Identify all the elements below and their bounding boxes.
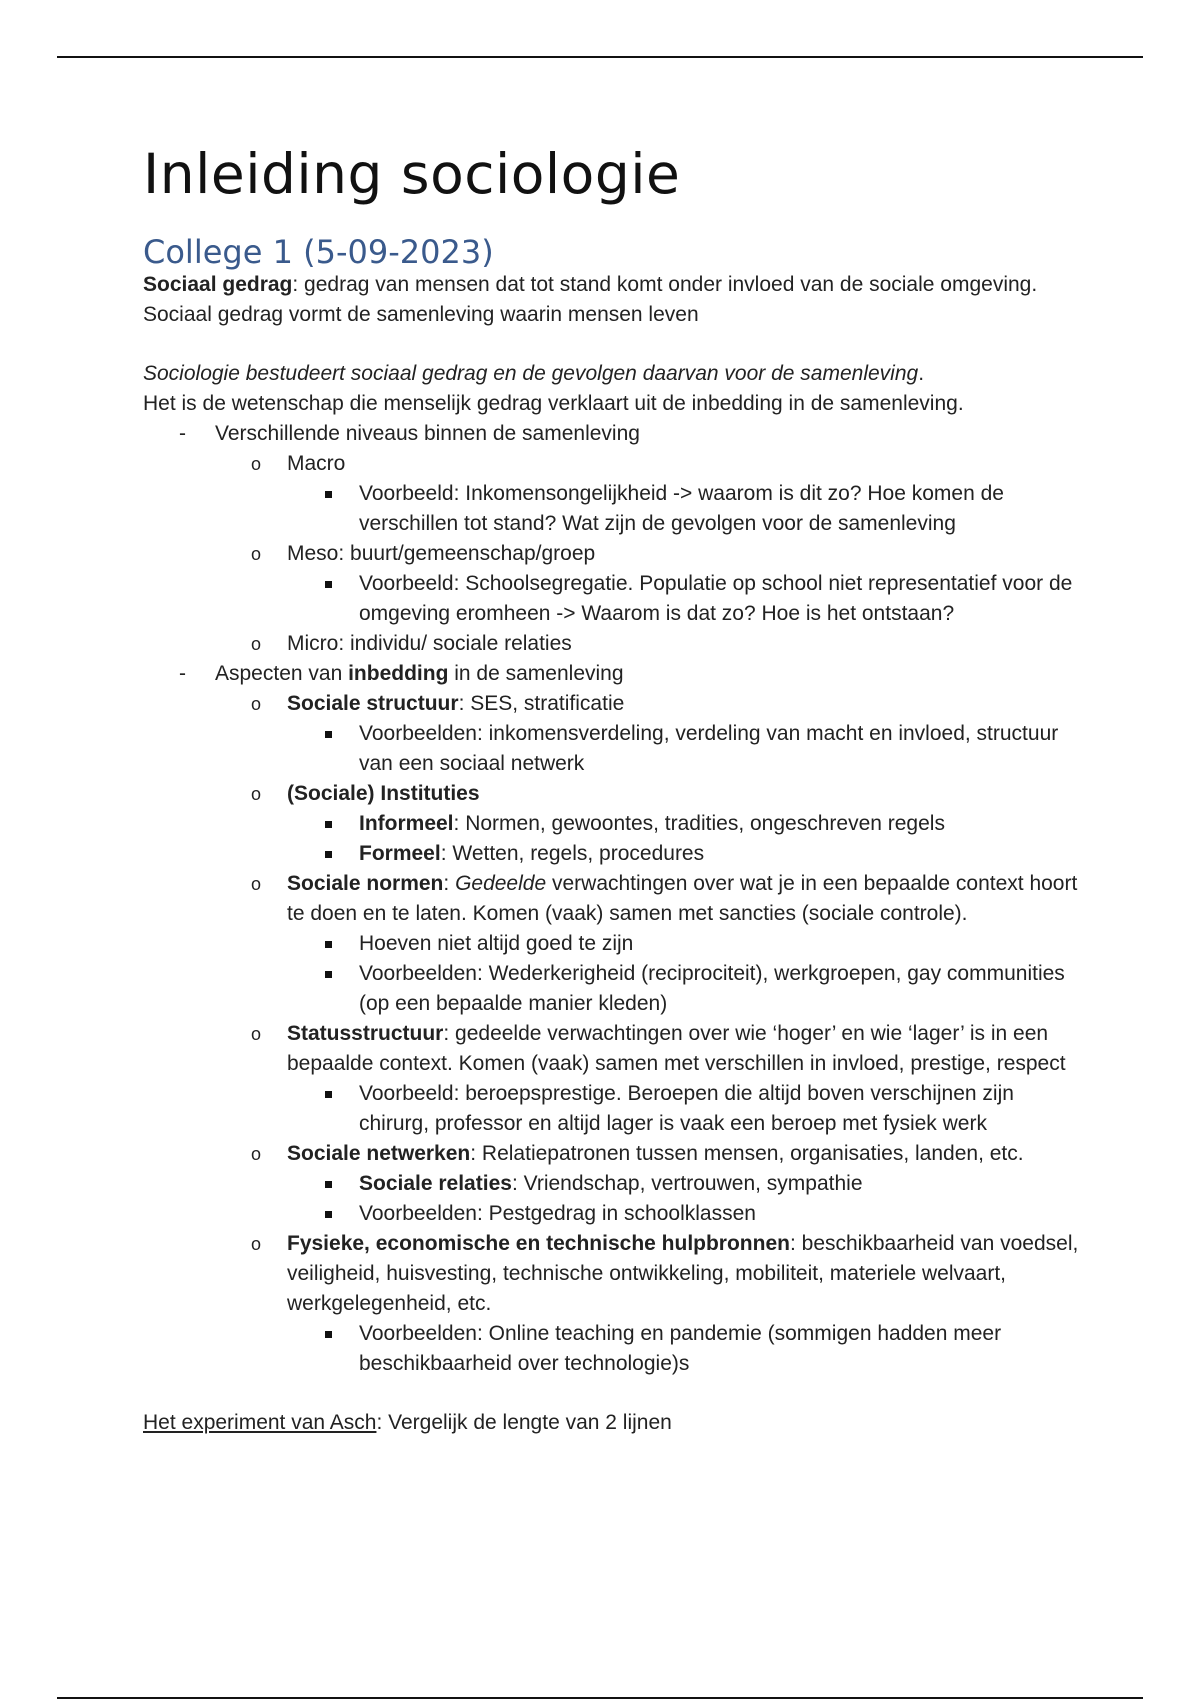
list-item-text: Meso: buurt/gemeenschap/groep <box>287 542 596 565</box>
square-bullet <box>325 1091 332 1098</box>
square-bullet <box>325 491 332 498</box>
list-item-text: Voorbeeld: Schoolsegregatie. Populatie op school niet representatief voor de omgeving eromheen -> Waarom is dat zo? Hoe is het ontstaan? <box>359 572 1073 625</box>
list-item <box>143 479 1083 539</box>
list-item-text: in de samenleving <box>448 662 624 685</box>
statement-paragraph <box>143 359 1083 389</box>
list-item <box>143 959 1083 1019</box>
asch-experiment-link: Het experiment van Asch <box>143 1411 377 1434</box>
circle-bullet: o <box>251 634 262 654</box>
circle-bullet: o <box>251 1024 262 1044</box>
list-item-bold: (Sociale) Instituties <box>287 782 480 805</box>
list-item-bold: Fysieke, economische en technische hulpbronnen <box>287 1232 790 1255</box>
list-item-text: Voorbeeld: beroepsprestige. Beroepen die altijd boven verschijnen zijn chirurg, professor en altijd lager is vaak een beroep met fysiek werk <box>359 1082 1014 1135</box>
square-bullet <box>325 1181 332 1188</box>
list-item-text: : Wetten, regels, procedures <box>440 842 705 865</box>
list-item-bold: Sociale normen <box>287 872 444 895</box>
list-item-text: : SES, stratificatie <box>458 692 625 715</box>
list-item-text: : Vriendschap, vertrouwen, sympathie <box>511 1172 863 1195</box>
list-item-text: : Relatiepatronen tussen mensen, organisaties, landen, etc. <box>470 1142 1024 1165</box>
square-bullet <box>325 731 332 738</box>
list-item <box>143 1079 1083 1139</box>
list-item-bold: Sociale structuur <box>287 692 459 715</box>
list-item <box>143 779 1083 869</box>
list-item-text: Voorbeelden: Wederkerigheid (reciprociteit), werkgroepen, gay communities (op een bepaalde manier kleden) <box>359 962 1065 1015</box>
sub-sub-list <box>287 809 1083 869</box>
list-item-bold: Sociale netwerken <box>287 1142 471 1165</box>
sub-sub-list <box>287 719 1083 779</box>
list-item <box>143 689 1083 779</box>
list-item <box>143 1019 1083 1139</box>
section-heading: College 1 (5-09-2023) <box>143 233 494 271</box>
list-item-bold: inbedding <box>348 662 449 685</box>
intro-definition: : gedrag van mensen dat tot stand komt onder invloed van de sociale omgeving. Sociaal gedrag vormt de samenleving waarin mensen leven <box>143 273 1038 326</box>
square-bullet <box>325 1211 332 1218</box>
list-item <box>143 839 1083 869</box>
sub-sub-list <box>287 1319 1083 1379</box>
circle-bullet: o <box>251 454 262 474</box>
square-bullet <box>325 851 332 858</box>
footer-rule <box>57 1697 1143 1699</box>
list-item-text: : beschikbaarheid van voedsel, veiligheid, huisvesting, technische ontwikkeling, mobiliteit, materiele welvaart, werkgelegenheid, etc. <box>287 1232 1079 1315</box>
square-bullet <box>325 971 332 978</box>
asch-text: : Vergelijk de lengte van 2 lijnen <box>376 1411 672 1434</box>
main-list <box>143 419 1083 1379</box>
list-item-text: : gedeelde verwachtingen over wie ‘hoger’ en wie ‘lager’ is in een bepaalde context. Komen (vaak) samen met verschillen in invloed, prestige, respect <box>287 1022 1066 1075</box>
list-item <box>143 419 1083 659</box>
list-item-text: Voorbeelden: inkomensverdeling, verdeling van macht en invloed, structuur van een sociaal netwerk <box>359 722 1059 775</box>
statement-period: . <box>918 362 925 385</box>
list-item <box>143 1229 1083 1379</box>
list-item <box>143 1199 1083 1229</box>
list-item-text: Verschillende niveaus binnen de samenleving <box>215 422 640 445</box>
sub-list <box>215 449 1083 659</box>
circle-bullet: o <box>251 1144 262 1164</box>
list-item-text: Hoeven niet altijd goed te zijn <box>359 932 634 955</box>
document-body <box>143 270 1083 1438</box>
list-item-italic: Gedeelde <box>455 872 547 895</box>
document-title: Inleiding sociologie <box>143 142 681 206</box>
list-item <box>143 719 1083 779</box>
list-item-text: : <box>443 872 456 895</box>
list-item <box>143 929 1083 959</box>
list-item <box>143 539 1083 629</box>
term-sociaal-gedrag: Sociaal gedrag <box>143 273 293 296</box>
circle-bullet: o <box>251 784 262 804</box>
list-item <box>143 449 1083 539</box>
list-item-text: : Normen, gewoontes, tradities, ongeschreven regels <box>453 812 945 835</box>
list-item-text: Voorbeeld: Inkomensongelijkheid -> waarom is dit zo? Hoe komen de verschillen tot stand? Wat zijn de gevolgen voor de samenleving <box>359 482 1004 535</box>
list-item-bold: Statusstructuur <box>287 1022 444 1045</box>
list-item <box>143 869 1083 1019</box>
circle-bullet: o <box>251 874 262 894</box>
square-bullet <box>325 941 332 948</box>
header-rule <box>57 56 1143 58</box>
list-item-text: Macro <box>287 452 346 475</box>
list-item-text: Voorbeelden: Pestgedrag in schoolklassen <box>359 1202 756 1225</box>
circle-bullet: o <box>251 1234 262 1254</box>
sub-sub-list <box>287 1169 1083 1229</box>
list-item-text: Micro: individu/ sociale relaties <box>287 632 572 655</box>
asch-paragraph <box>143 1408 1083 1438</box>
intro-paragraph <box>143 270 1083 330</box>
list-item <box>143 659 1083 1379</box>
list-item-text: verwachtingen over wat je in een bepaalde context hoort te doen en te laten. Komen (vaak) samen met sancties (sociale controle). <box>287 872 1078 925</box>
square-bullet <box>325 581 332 588</box>
list-item-bold: Sociale relaties <box>359 1172 512 1195</box>
list-item-bold: Informeel <box>359 812 454 835</box>
sub-sub-list <box>287 479 1083 539</box>
sub-sub-list <box>287 929 1083 1019</box>
square-bullet <box>325 1331 332 1338</box>
list-item-text: Aspecten van <box>215 662 349 685</box>
list-item-bold: Formeel <box>359 842 441 865</box>
list-item <box>143 629 1083 659</box>
list-item <box>143 1319 1083 1379</box>
list-item <box>143 809 1083 839</box>
list-item-text: Voorbeelden: Online teaching en pandemie (sommigen hadden meer beschikbaarheid over technologie)s <box>359 1322 1002 1375</box>
sub-sub-list <box>287 1079 1083 1139</box>
list-item <box>143 569 1083 629</box>
sub-list <box>215 689 1083 1379</box>
statement-italic: Sociologie bestudeert sociaal gedrag en de gevolgen daarvan voor de samenleving <box>143 362 919 385</box>
square-bullet <box>325 821 332 828</box>
dash-bullet: - <box>179 662 186 685</box>
list-item <box>143 1169 1083 1199</box>
statement-paragraph-2: Het is de wetenschap die menselijk gedrag verklaart uit de inbedding in de samenleving. <box>143 392 964 415</box>
sub-sub-list <box>287 569 1083 629</box>
circle-bullet: o <box>251 694 262 714</box>
circle-bullet: o <box>251 544 262 564</box>
dash-bullet: - <box>179 422 186 445</box>
list-item <box>143 1139 1083 1229</box>
